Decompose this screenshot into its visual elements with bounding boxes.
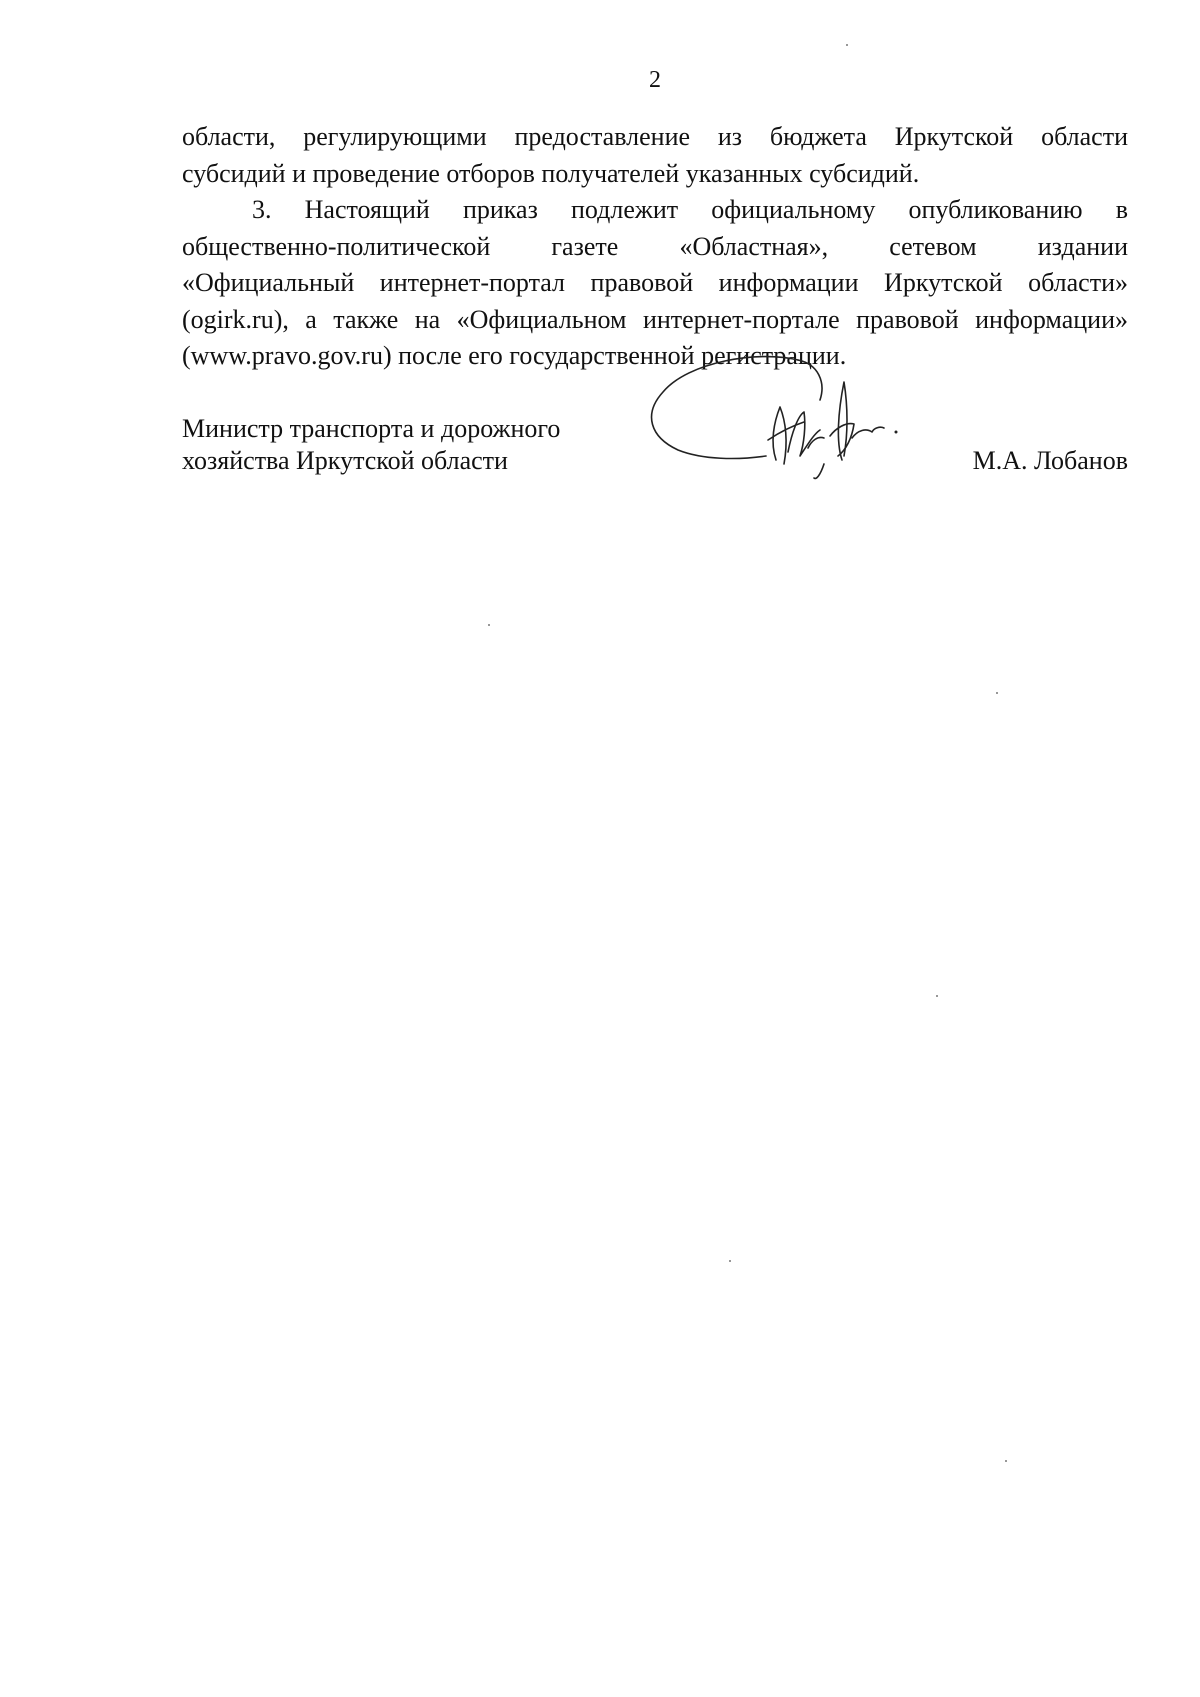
scan-speck [729,1260,731,1262]
document-body [182,119,1128,375]
paragraph-continuation [182,119,1128,192]
scan-speck [996,692,998,694]
signatory-position [182,413,622,477]
text-line: (www.pravo.gov.ru) после его государственной регистрации. [182,341,847,370]
handwritten-signature [648,352,928,487]
signatory-position-line: Министр транспорта и дорожного [182,414,561,443]
signatory-position-line: хозяйства Иркутской области [182,446,508,475]
text-line: (ogirk.ru), а также на «Официальном интернет-портале правовой информации» [182,304,1128,334]
scan-speck [936,995,938,997]
text-line: общественно-политической газете «Областная», сетевом издании [182,231,1128,261]
scan-speck [488,624,490,626]
paragraph-item-3 [182,192,1128,375]
text-line: области, регулирующими предоставление из бюджета Иркутской области [182,122,1128,151]
text-line: субсидий и проведение отборов получателей указанных субсидий. [182,158,920,188]
scan-speck [1005,1460,1007,1462]
page-number: 2 [649,67,661,93]
signatory-name: М.А. Лобанов [972,446,1128,475]
scan-speck [846,44,848,46]
text-line: 3. Настоящий приказ подлежит официальному опубликованию в [252,195,1128,224]
text-line: «Официальный интернет-портал правовой информации Иркутской области» [182,268,1128,297]
